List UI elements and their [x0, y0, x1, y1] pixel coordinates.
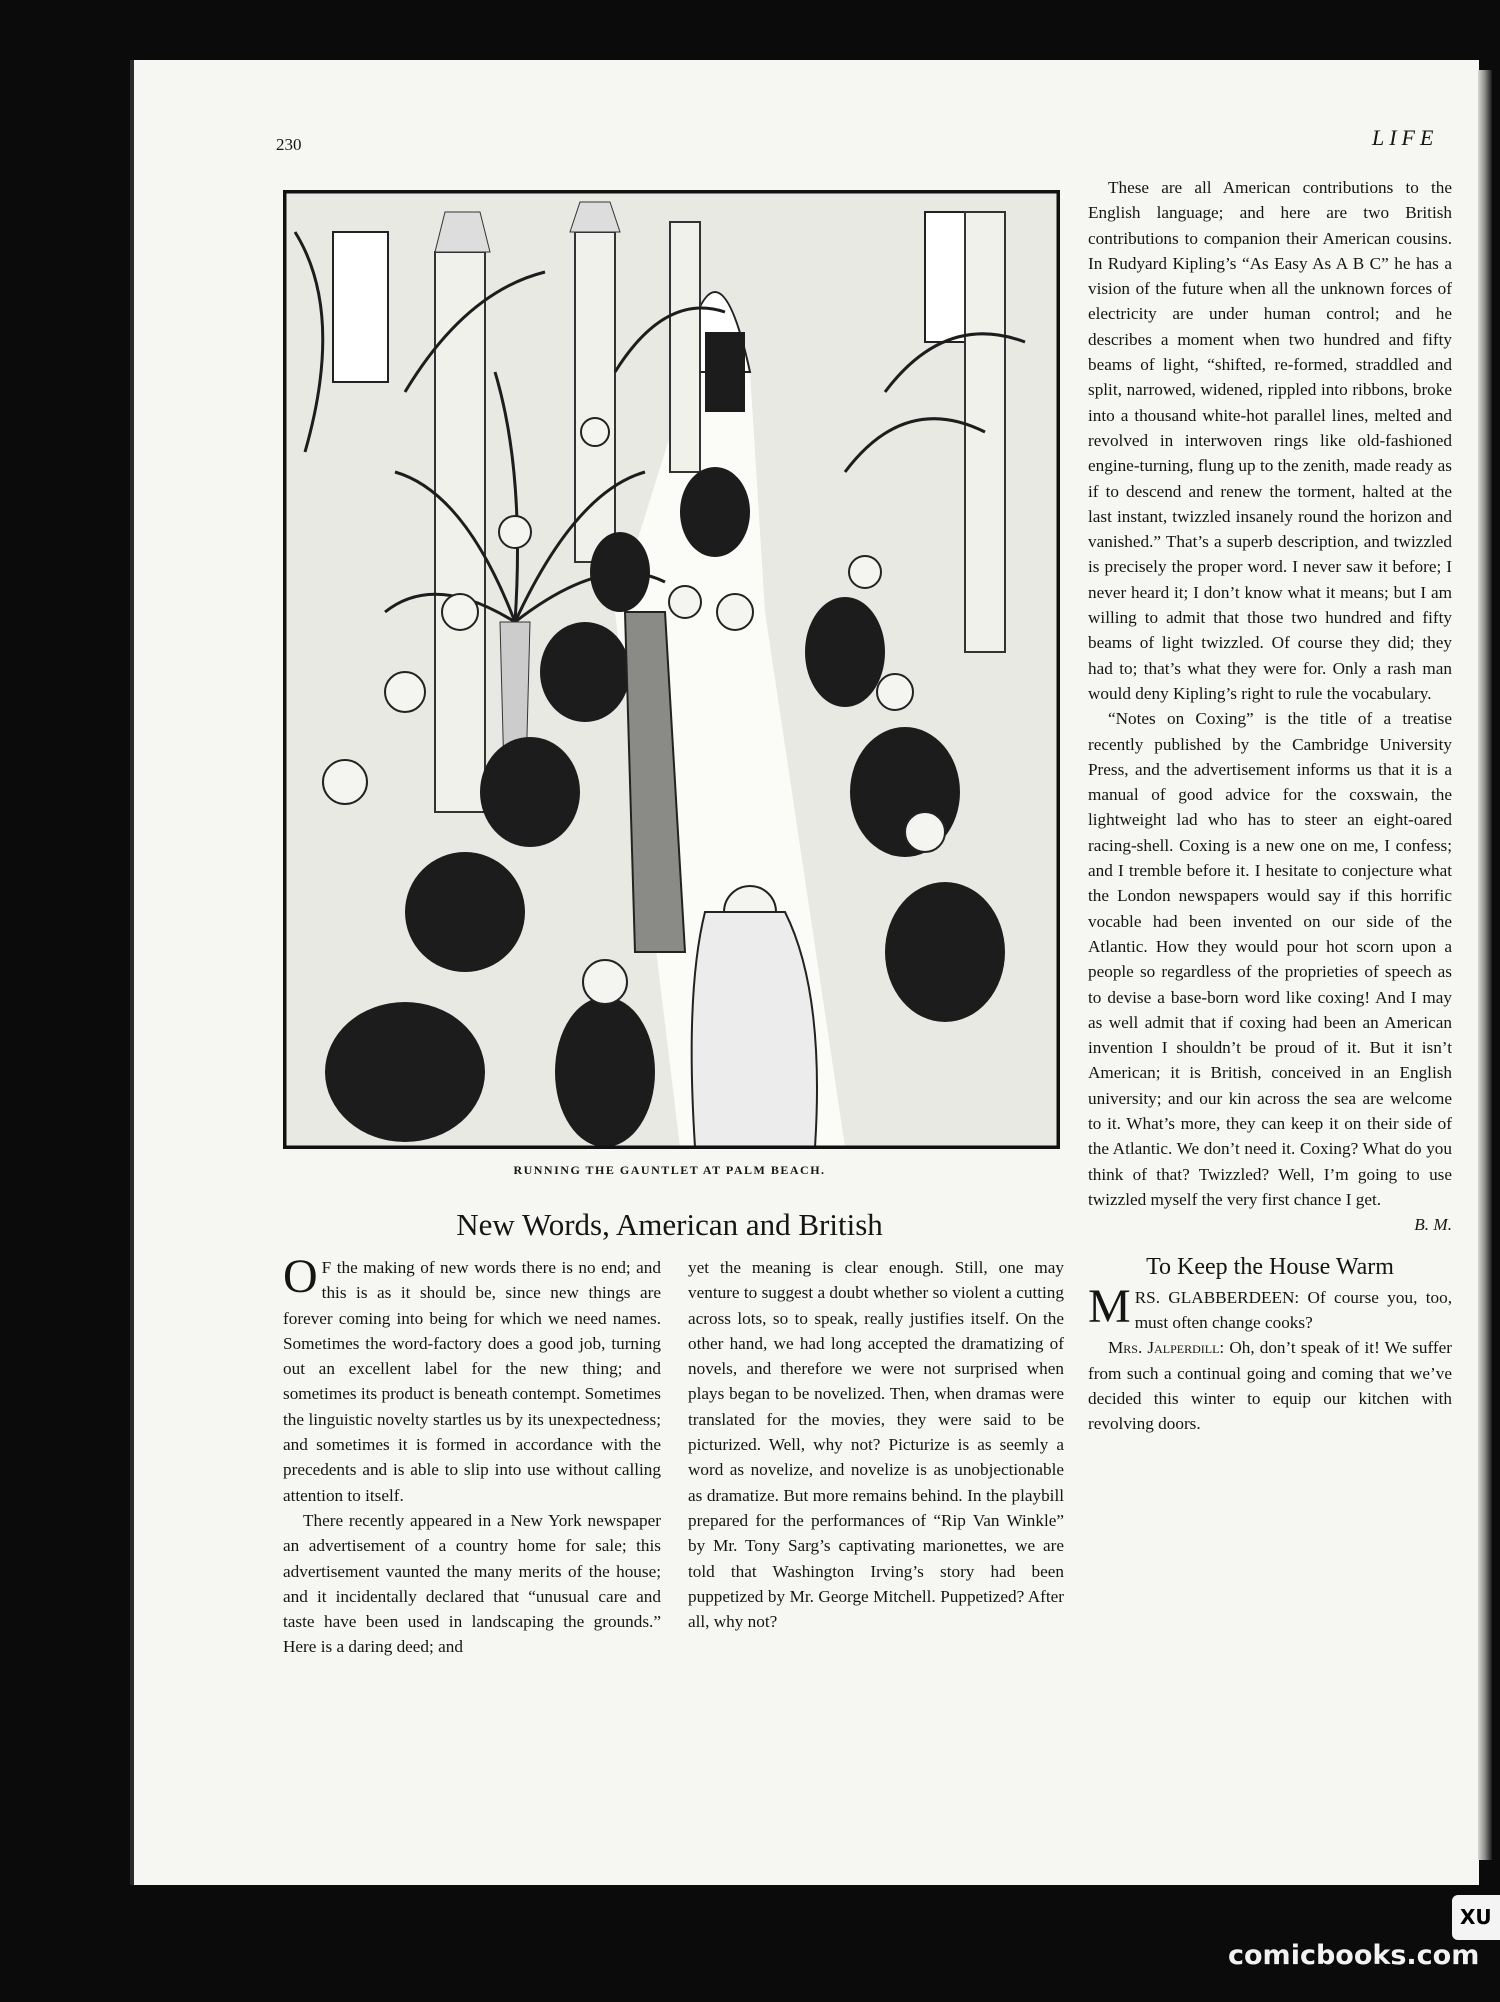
paragraph-2: There recently appeared in a New York newspaper an advertisement of a country home for sale; this advertisement vaunted the many merits of the house; and it incidentally declared that “unusual care and taste have been used in landscaping the grounds.” Here is a daring deed; and	[283, 1510, 661, 1657]
sidebar-line-2: Oh, don’t speak of it! We suffer from such a continual going and coming that we’ve decided this winter to equip our kitchen with revolving doors.	[1088, 1338, 1452, 1434]
paragraph-4: These are all American contributions to the English language; and here are two British contributions to companion their American cousins. In Rudyard Kipling’s “As Easy As A B C” he has a vision of the future when all the unknown forces of electricity are under human control; and he describes a moment when two hundred and fifty beams of light, “shifted, re-formed, straddled and split, narrowed, widened, rippled into ribbons, broke into a thousand white-hot parallel lines, melted and revolved in interwoven rings like old-fashioned engine-turning, flung up to the zenith, made ready as if to descend and renew the torment, halted at the last instant, twizzled insanely round the horizon and vanished.” That’s a superb description, and twizzled is precisely the proper word. I never saw it before; I never heard it; I don’t know what it means; but I am willing to admit that those two hundred and fifty beams of light twizzled. Of course they did; they had to; that’s what they were for. Only a rash man would deny Kipling’s right to rule the vocabulary.	[1088, 178, 1452, 703]
cartoon-drawing	[285, 192, 1058, 1147]
page-edge	[1478, 70, 1492, 1860]
drop-cap: O	[283, 1250, 318, 1303]
watermark-text: comicbooks.com	[1228, 1940, 1480, 1971]
sidebar-line-1: RS. GLABBERDEEN: Of course you, too, must often change cooks?	[1134, 1287, 1452, 1333]
paragraph-3: yet the meaning is clear enough. Still, one may venture to suggest a doubt whether so violent a cutting across lots, so to speak, really justifies itself. On the other hand, we had long accepted the dramatizing of novels, and therefore we were not surprised when plays began to be novelized. Then, when dramas were translated for the movies, they were said to be picturized. Well, why not? Picturize is as seemly a word as novelize, and novelize is as unobjectionable as dramatize. But more remains behind. In the playbill prepared for the performances of “Rip Van Winkle” by Mr. Tony Sarg’s captivating marionettes, we are told that Washington Irving’s story had been puppetized by Mr. George Mitchell. Puppetized? After all, why not?	[688, 1258, 1064, 1632]
watermark-badge: XU	[1452, 1895, 1500, 1940]
paragraph-1: F the making of new words there is no end; and this is as it should be, since new things are forever coming into being for which we need names. Sometimes the word-factory does a good job, turning out an excellent label for the new thing; and sometimes its product is beneath contempt. Sometimes the linguistic novelty startles us by its unexpectedness; and sometimes it is formed in accordance with the precedents and is able to slip into use without calling attention to itself.	[283, 1258, 661, 1505]
article-column-2	[688, 1255, 1064, 1634]
paragraph-5: “Notes on Coxing” is the title of a treatise recently published by the Cambridge University Press, and the advertisement informs us that it is a manual of good advice for the coxswain, the lightweight lad who has to steer an eight-oared racing-shell. Coxing is a new one on me, I confess; and I tremble before it. I hesitate to conjecture what the London newspapers would say if this horrific vocable had been invented on our side of the Atlantic. How they would pour hot scorn upon a people so regardless of the proprieties of speech as to devise a base-born word like coxing! And I may as well admit that if coxing had been an American invention I shouldn’t be proud of it. But it isn’t American; it is British, conceived in an English university; and our kin across the sea are welcome to it. What’s more, they can keep it on their side of the Atlantic. We don’t need it. Coxing? What do you think of that? Twizzled? Well, I’m going to use twizzled myself the very first chance I get.	[1088, 709, 1452, 1209]
magazine-title: LIFE	[1372, 125, 1439, 150]
author-signature: B. M.	[1414, 1215, 1452, 1235]
sidebar-title: To Keep the House Warm	[1146, 1254, 1394, 1281]
sidebar-speaker: Mrs. Jalperdill:	[1108, 1338, 1225, 1358]
cartoon-illustration	[283, 190, 1060, 1149]
page-number: 230	[276, 135, 302, 154]
article-column-3	[1088, 175, 1452, 1437]
article-title: New Words, American and British	[456, 1207, 883, 1242]
article-column-1	[283, 1250, 661, 1660]
illustration-caption: RUNNING THE GAUNTLET AT PALM BEACH.	[513, 1163, 826, 1177]
sidebar-drop-cap: M	[1088, 1279, 1131, 1333]
